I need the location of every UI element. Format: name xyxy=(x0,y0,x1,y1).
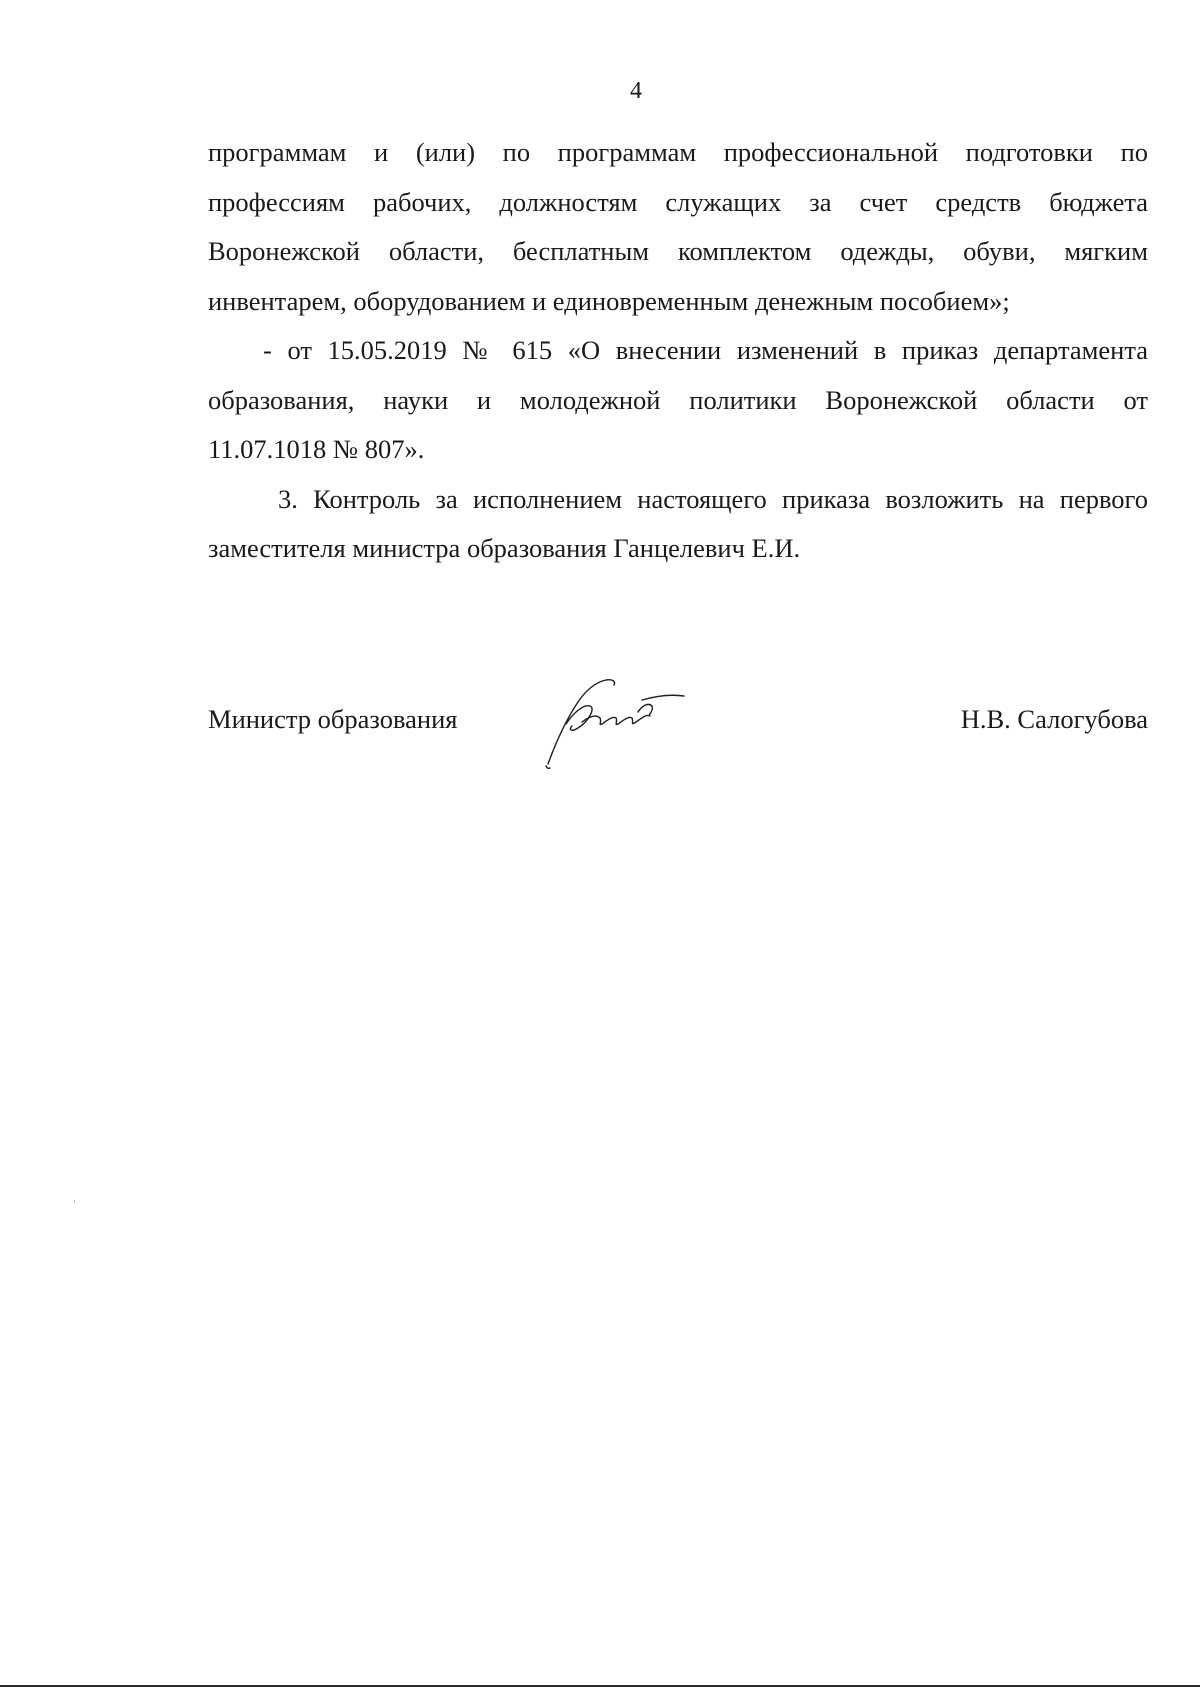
handwritten-signature xyxy=(538,672,698,772)
text-line: заместителя министра образования Ганцелевич Е.И. xyxy=(208,533,801,563)
paragraph-control-clause xyxy=(208,475,1148,574)
paragraph-order-615 xyxy=(208,326,1148,475)
text-line: инвентарем, оборудованием и единовременным денежным пособием»; xyxy=(208,285,1010,316)
signatory-position: Министр образования xyxy=(208,704,458,734)
document-body xyxy=(208,128,1148,574)
text-line: образования, науки и молодежной политики Воронежской области от xyxy=(208,384,1148,415)
text-line: Воронежской области, бесплатным комплектом одежды, обуви, мягким xyxy=(208,236,1148,266)
text-line: профессиям рабочих, должностям служащих за счет средств бюджета xyxy=(208,186,1148,217)
text-line: - от 15.05.2019 № 615 «О внесении изменений в приказ департамента xyxy=(263,335,1148,365)
page-bottom-edge xyxy=(0,1685,1200,1687)
text-line: 3. Контроль за исполнением настоящего приказа возложить на первого xyxy=(278,483,1148,514)
page-number: 4 xyxy=(630,78,642,104)
text-line: программам и (или) по программам профессиональной подготовки по xyxy=(208,137,1148,167)
text-line: 11.07.1018 № 807». xyxy=(208,434,425,464)
paragraph-program-list xyxy=(208,128,1148,326)
scan-artifact xyxy=(74,1200,75,1203)
signature-block xyxy=(208,696,1148,756)
signatory-name: Н.В. Салогубова xyxy=(960,704,1148,734)
